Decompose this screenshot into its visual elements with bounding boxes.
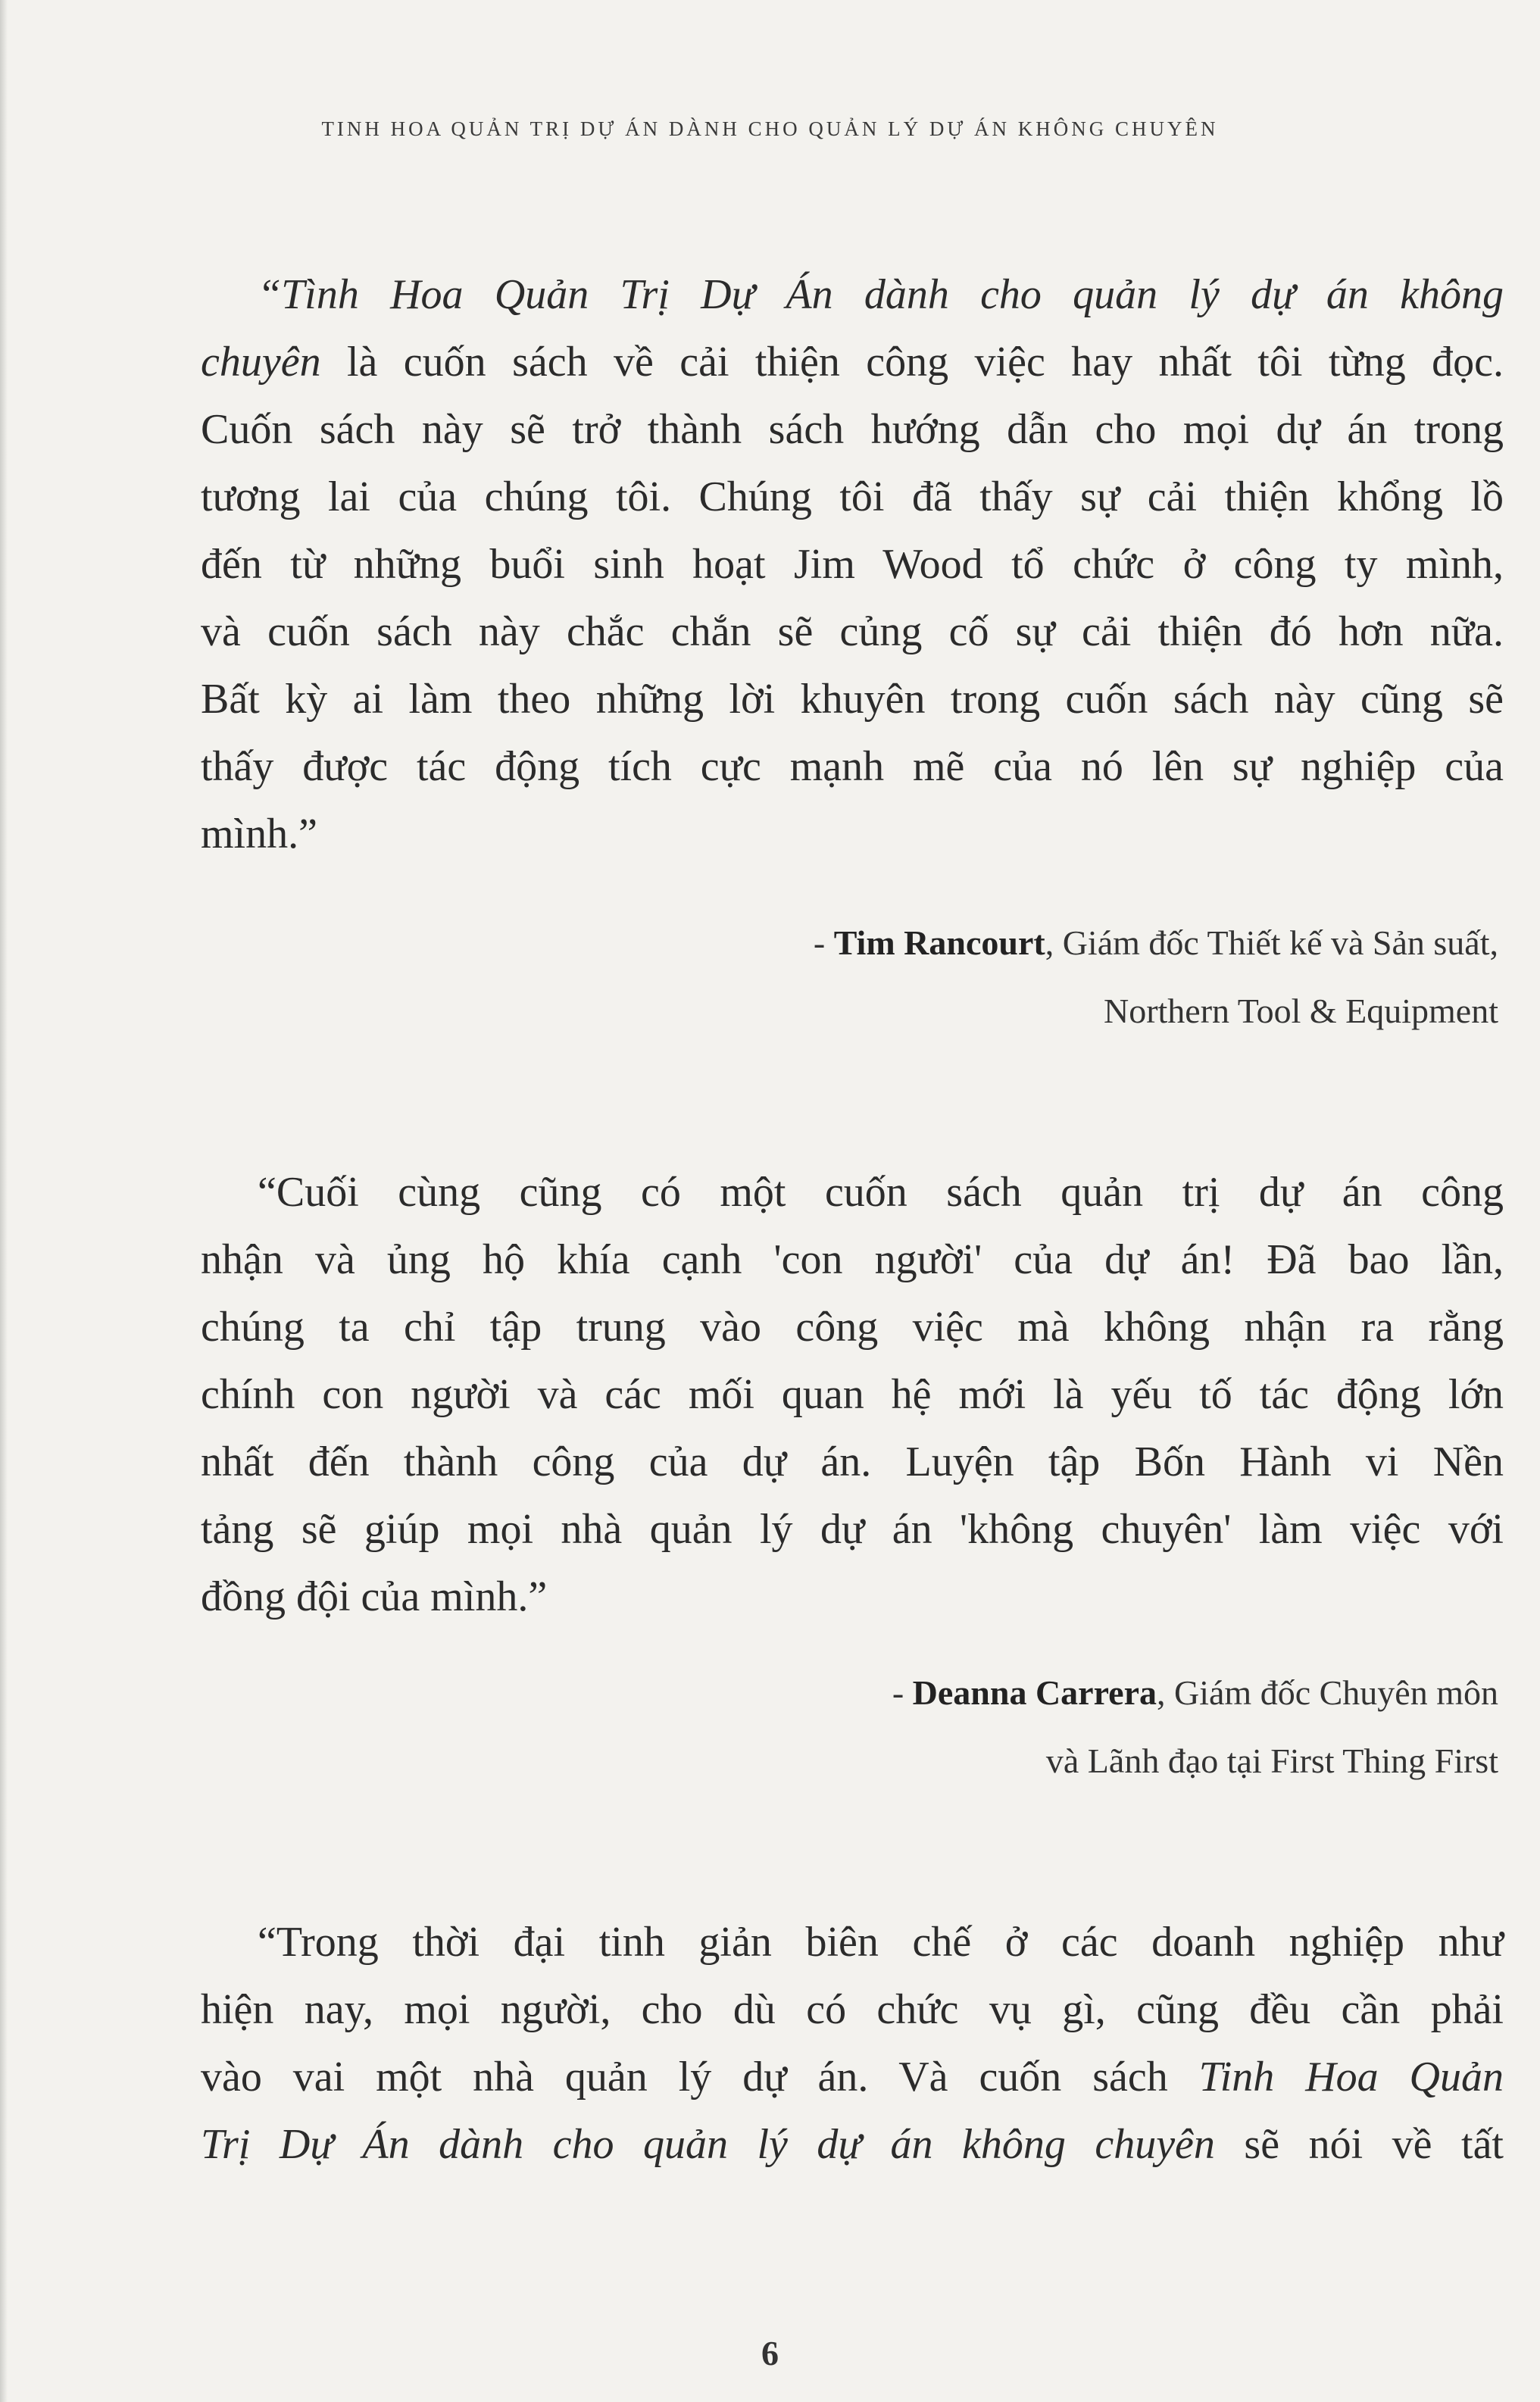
quote-line: hiện nay, mọi người, cho dù có chức vụ gì, cũng đều cần phải bbox=[201, 1986, 1504, 2033]
quote-line: nhất đến thành công của dự án. Luyện tập Bốn Hành vi Nền bbox=[201, 1438, 1504, 1485]
book-title-italic: Tinh Hoa Quản bbox=[1198, 2054, 1504, 2101]
testimonial-attribution-2 bbox=[362, 1659, 1498, 1795]
quote-line bbox=[201, 2111, 1504, 2179]
quote-line: đồng đội của mình.” bbox=[201, 1573, 548, 1620]
quote-text: là cuốn sách về cải thiện công việc hay nhất tôi từng đọc. bbox=[320, 339, 1504, 386]
running-header: TINH HOA QUẢN TRỊ DỰ ÁN DÀNH CHO QUẢN LÝ DỰ ÁN KHÔNG CHUYÊN bbox=[321, 117, 1219, 140]
quote-line: nhận và ủng hộ khía cạnh 'con người' của dự án! Đã bao lần, bbox=[201, 1236, 1504, 1283]
quote-text: vào vai một nhà quản lý dự án. Và cuốn sách bbox=[201, 2054, 1199, 2101]
attribution-role: , Giám đốc Chuyên môn bbox=[1157, 1673, 1498, 1712]
attribution-company: và Lãnh đạo tại First Thing First bbox=[1045, 1741, 1498, 1780]
page-left-edge bbox=[0, 0, 8, 2402]
quote-line: Cuốn sách này sẽ trở thành sách hướng dẫn cho mọi dự án trong bbox=[201, 406, 1504, 453]
quote-line: đến từ những buổi sinh hoạt Jim Wood tổ chức ở công ty mình, bbox=[201, 541, 1504, 588]
quote-line: chúng ta chỉ tập trung vào công việc mà không nhận ra rằng bbox=[201, 1304, 1504, 1351]
quote-line: chính con người và các mối quan hệ mới là yếu tố tác động lớn bbox=[201, 1371, 1504, 1418]
book-title-italic: chuyên bbox=[201, 339, 321, 386]
attribution-role: , Giám đốc Thiết kế và Sản suất, bbox=[1045, 923, 1498, 962]
testimonial-quote-2 bbox=[201, 1159, 1504, 1631]
quote-line bbox=[201, 329, 1504, 396]
attribution-company: Northern Tool & Equipment bbox=[1103, 992, 1498, 1030]
attribution-name: Tim Rancourt bbox=[833, 923, 1045, 962]
testimonial-quote-1 bbox=[201, 261, 1504, 868]
quote-text: sẽ nói về tất bbox=[1214, 2121, 1504, 2168]
book-title-italic: “Tình Hoa Quản Trị Dự Án dành cho quản lý dự án không bbox=[258, 271, 1504, 318]
quote-line: mình.” bbox=[201, 811, 317, 857]
quote-line: “Cuối cùng cũng có một cuốn sách quản trị dự án công bbox=[258, 1169, 1504, 1216]
testimonial-quote-3 bbox=[201, 1909, 1504, 2179]
attribution-line bbox=[362, 1659, 1498, 1727]
attribution-line bbox=[362, 909, 1498, 977]
quote-line: và cuốn sách này chắc chắn sẽ củng cố sự cải thiện đó hơn nữa. bbox=[201, 608, 1504, 655]
quote-line: tảng sẽ giúp mọi nhà quản lý dự án 'không chuyên' làm việc với bbox=[201, 1506, 1504, 1553]
quote-line: thấy được tác động tích cực mạnh mẽ của nó lên sự nghiệp của bbox=[201, 743, 1504, 790]
quote-line: tương lai của chúng tôi. Chúng tôi đã thấy sự cải thiện khổng lồ bbox=[201, 473, 1504, 520]
quote-line: Bất kỳ ai làm theo những lời khuyên trong cuốn sách này cũng sẽ bbox=[201, 676, 1504, 723]
quote-line bbox=[201, 2044, 1504, 2111]
book-title-italic: Trị Dự Án dành cho quản lý dự án không chuyên bbox=[201, 2121, 1215, 2168]
quote-line bbox=[201, 261, 1504, 329]
attribution-dash: - bbox=[813, 923, 834, 962]
page-number: 6 bbox=[761, 2334, 779, 2372]
quote-line: “Trong thời đại tinh giản biên chế ở các doanh nghiệp như bbox=[258, 1919, 1504, 1966]
attribution-dash: - bbox=[892, 1673, 913, 1712]
attribution-name: Deanna Carrera bbox=[912, 1673, 1157, 1712]
testimonial-attribution-1 bbox=[362, 909, 1498, 1045]
